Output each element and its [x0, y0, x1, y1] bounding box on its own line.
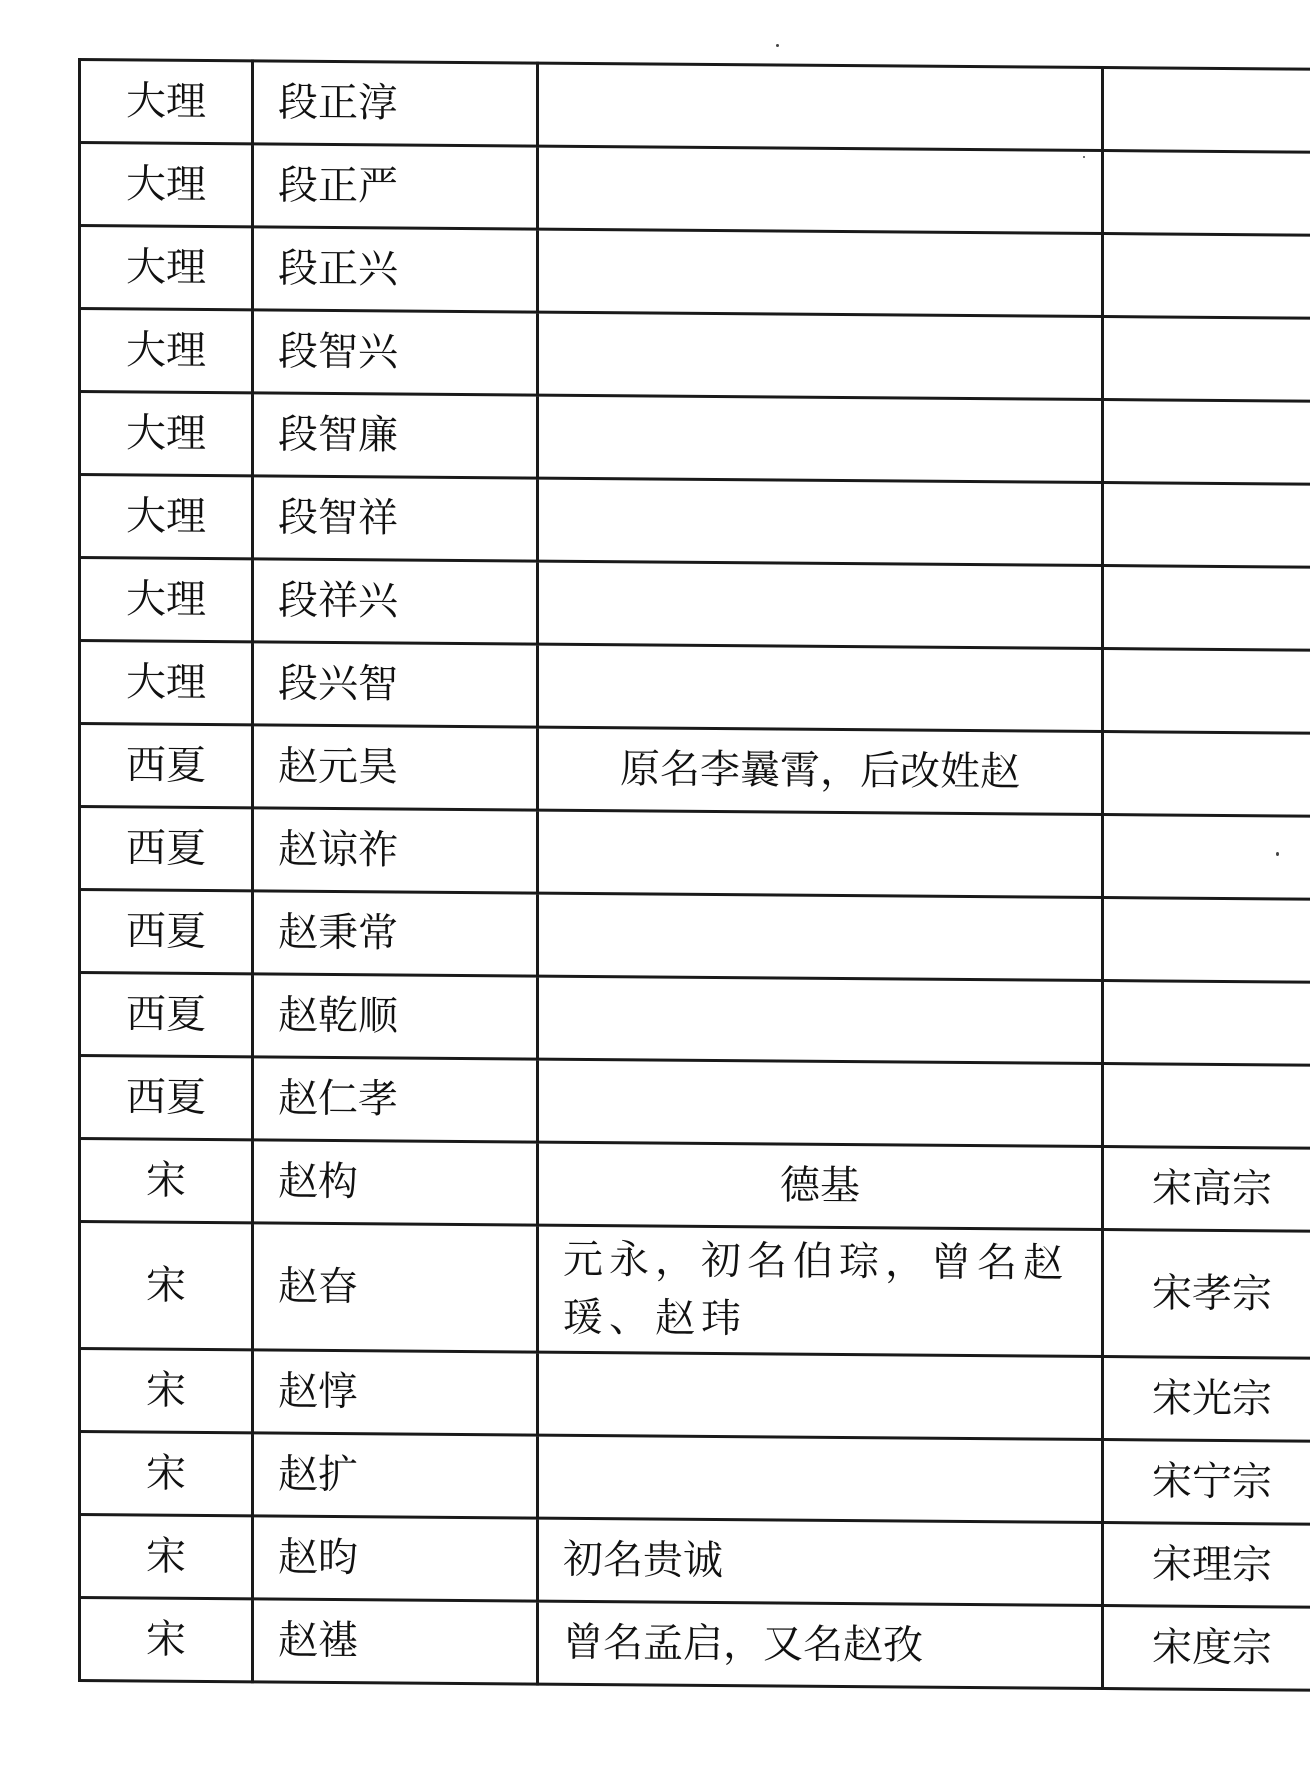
- title-cell: 宋度宗: [1103, 1606, 1310, 1691]
- alias-cell: 曾名孟启，又名赵孜: [538, 1601, 1103, 1688]
- state-cell: 宋: [80, 1598, 253, 1682]
- alias-cell: [538, 229, 1103, 316]
- scan-speck: [1276, 852, 1279, 856]
- scan-speck: [1083, 156, 1085, 158]
- state-cell: 大理: [80, 475, 253, 559]
- table-row: [80, 1598, 1310, 1691]
- title-cell: [1103, 483, 1310, 568]
- state-cell: 大理: [80, 641, 253, 725]
- title-cell: [1103, 898, 1310, 983]
- table-row: [80, 1349, 1310, 1442]
- title-cell: [1103, 68, 1310, 153]
- alias-cell: 德基: [538, 1142, 1103, 1229]
- name-cell: 赵秉常: [253, 891, 538, 976]
- alias-cell: [538, 1435, 1103, 1522]
- table-row: [80, 807, 1310, 900]
- table-row: [80, 1432, 1310, 1525]
- title-cell: 宋光宗: [1103, 1357, 1310, 1442]
- name-cell: 段智廉: [253, 393, 538, 478]
- name-cell: 赵乾顺: [253, 974, 538, 1059]
- table-body: [80, 60, 1310, 1691]
- alias-cell: [538, 1059, 1103, 1146]
- title-cell: 宋孝宗: [1103, 1230, 1310, 1359]
- table-row: [80, 558, 1310, 651]
- title-cell: [1103, 649, 1310, 734]
- name-cell: 赵谅祚: [253, 808, 538, 893]
- alias-cell: [538, 976, 1103, 1063]
- table-row: [80, 475, 1310, 568]
- state-cell: 宋: [80, 1139, 253, 1223]
- alias-cell: [538, 478, 1103, 565]
- title-cell: [1103, 566, 1310, 651]
- name-cell: 段智祥: [253, 476, 538, 561]
- table-row: [80, 1056, 1310, 1149]
- table-row: [80, 392, 1310, 485]
- alias-cell: [538, 644, 1103, 731]
- name-cell: 赵昀: [253, 1516, 538, 1601]
- alias-cell: [538, 1352, 1103, 1439]
- table-row: [80, 226, 1310, 319]
- name-cell: 段正淳: [253, 61, 538, 146]
- table-row: [80, 1515, 1310, 1608]
- table-row: [80, 890, 1310, 983]
- alias-cell: 原名李曩霄，后改姓赵: [538, 727, 1103, 814]
- name-cell: 段祥兴: [253, 559, 538, 644]
- name-cell: 赵扩: [253, 1433, 538, 1518]
- state-cell: 西夏: [80, 890, 253, 974]
- table-row: [80, 1222, 1310, 1359]
- alias-cell: [538, 893, 1103, 980]
- state-cell: 宋: [80, 1515, 253, 1599]
- name-cell: 赵惇: [253, 1350, 538, 1435]
- title-cell: 宋高宗: [1103, 1147, 1310, 1232]
- state-cell: 大理: [80, 392, 253, 476]
- title-cell: [1103, 732, 1310, 817]
- alias-cell: [538, 312, 1103, 399]
- state-cell: 大理: [80, 226, 253, 310]
- state-cell: 大理: [80, 60, 253, 144]
- title-cell: [1103, 151, 1310, 236]
- title-cell: 宋宁宗: [1103, 1440, 1310, 1525]
- state-cell: 大理: [80, 558, 253, 642]
- ruler-name-table: [78, 58, 1310, 1692]
- name-cell: 段正严: [253, 144, 538, 229]
- name-cell: 赵元昊: [253, 725, 538, 810]
- alias-cell: 初名贵诚: [538, 1518, 1103, 1605]
- state-cell: 宋: [80, 1349, 253, 1433]
- table-row: [80, 60, 1310, 153]
- table-row: [80, 1139, 1310, 1232]
- alias-cell: [538, 1225, 1103, 1356]
- state-cell: 西夏: [80, 724, 253, 808]
- name-cell: 赵禥: [253, 1599, 538, 1684]
- alias-cell: [538, 395, 1103, 482]
- alias-cell: [538, 146, 1103, 233]
- table-row: [80, 724, 1310, 817]
- state-cell: 西夏: [80, 973, 253, 1057]
- alias-cell: [538, 63, 1103, 150]
- table-row: [80, 973, 1310, 1066]
- name-cell: 段正兴: [253, 227, 538, 312]
- scan-speck: [776, 44, 779, 47]
- name-cell: 赵构: [253, 1140, 538, 1225]
- state-cell: 大理: [80, 309, 253, 393]
- title-cell: [1103, 815, 1310, 900]
- name-cell: 赵昚: [253, 1223, 538, 1352]
- name-cell: 赵仁孝: [253, 1057, 538, 1142]
- title-cell: [1103, 234, 1310, 319]
- state-cell: 大理: [80, 143, 253, 227]
- table-row: [80, 309, 1310, 402]
- name-cell: 段智兴: [253, 310, 538, 395]
- title-cell: [1103, 1064, 1310, 1149]
- name-cell: 段兴智: [253, 642, 538, 727]
- state-cell: 宋: [80, 1432, 253, 1516]
- alias-text: 元永，初名伯琮，曾名赵瑗、赵玮: [563, 1236, 1069, 1343]
- title-cell: [1103, 400, 1310, 485]
- table-row: [80, 143, 1310, 236]
- alias-cell: [538, 810, 1103, 897]
- state-cell: 西夏: [80, 1056, 253, 1140]
- table-row: [80, 641, 1310, 734]
- title-cell: [1103, 981, 1310, 1066]
- title-cell: 宋理宗: [1103, 1523, 1310, 1608]
- state-cell: 宋: [80, 1222, 253, 1350]
- title-cell: [1103, 317, 1310, 402]
- alias-cell: [538, 561, 1103, 648]
- state-cell: 西夏: [80, 807, 253, 891]
